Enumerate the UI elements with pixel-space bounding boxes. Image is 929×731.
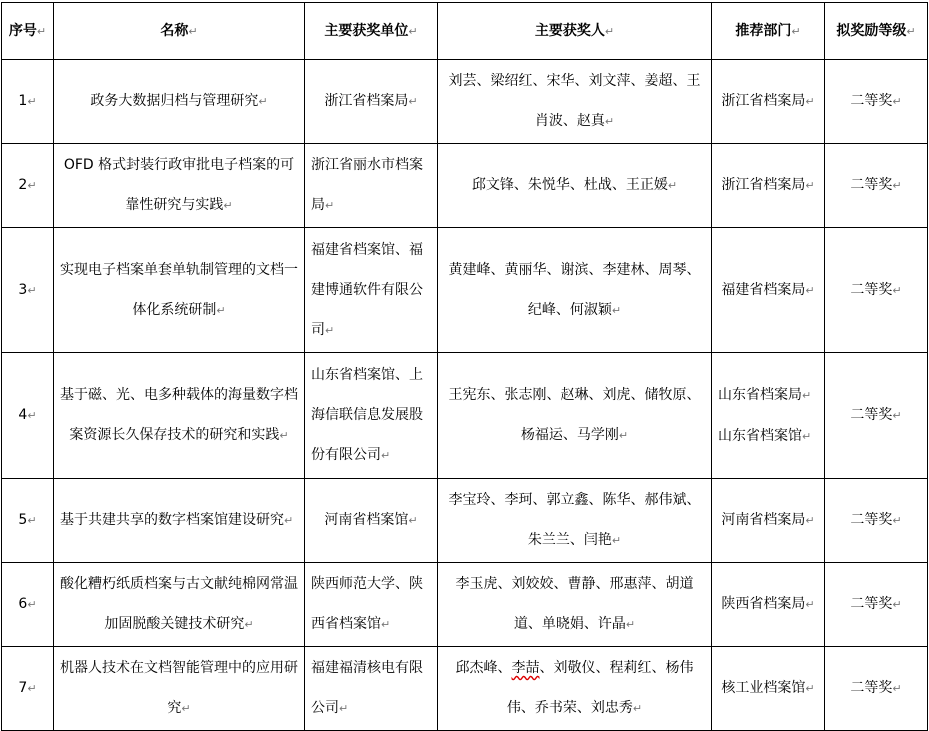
cell-name: 机器人技术在文档智能管理中的应用研究↵	[54, 647, 305, 731]
cell-level: 二等奖↵	[825, 353, 928, 479]
dept-line: 山东省档案局↵	[718, 386, 812, 403]
dept-line: 山东省档案馆↵	[718, 427, 812, 444]
cell-dept: 核工业档案馆↵	[712, 647, 825, 731]
cell-unit: 浙江省档案局↵	[305, 60, 438, 144]
header-people: 主要获奖人↵	[438, 3, 712, 60]
header-dept: 推荐部门↵	[712, 3, 825, 60]
cell-no: 1↵	[2, 60, 54, 144]
cell-unit: 福建福清核电有限公司↵	[305, 647, 438, 731]
table-row	[2, 479, 928, 563]
cell-name: 基于磁、光、电多种载体的海量数字档案资源长久保存技术的研究和实践↵	[54, 353, 305, 479]
cell-people: 邱杰峰、李喆、刘敬仪、程莉红、杨伟伟、乔书荣、刘忠秀↵	[438, 647, 712, 731]
cell-no: 5↵	[2, 479, 54, 563]
cell-name: 基于共建共享的数字档案馆建设研究↵	[54, 479, 305, 563]
cell-level: 二等奖↵	[825, 479, 928, 563]
table-row	[2, 647, 928, 731]
cell-name: 实现电子档案单套单轨制管理的文档一体化系统研制↵	[54, 228, 305, 353]
cell-dept: 浙江省档案局↵	[712, 144, 825, 228]
cell-name: OFD 格式封装行政审批电子档案的可靠性研究与实践↵	[54, 144, 305, 228]
cell-unit: 浙江省丽水市档案局↵	[305, 144, 438, 228]
cell-dept: 河南省档案局↵	[712, 479, 825, 563]
cell-level: 二等奖↵	[825, 144, 928, 228]
cell-unit: 河南省档案馆↵	[305, 479, 438, 563]
header-no: 序号↵	[2, 3, 54, 60]
table-row	[2, 144, 928, 228]
cell-unit: 山东省档案馆、上海信联信息发展股份有限公司↵	[305, 353, 438, 479]
table-row	[2, 563, 928, 647]
cell-people: 黄建峰、黄丽华、谢滨、李建林、周琴、纪峰、何淑颖↵	[438, 228, 712, 353]
table-row	[2, 353, 928, 479]
header-level: 拟奖励等级↵	[825, 3, 928, 60]
cell-people: 刘芸、梁绍红、宋华、刘文萍、姜超、王肖波、赵真↵	[438, 60, 712, 144]
header-row	[2, 3, 928, 60]
cell-level: 二等奖↵	[825, 647, 928, 731]
header-unit: 主要获奖单位↵	[305, 3, 438, 60]
cell-no: 6↵	[2, 563, 54, 647]
cell-dept: 浙江省档案局↵	[712, 60, 825, 144]
cell-name: 酸化糟朽纸质档案与古文献纯棉网常温加固脱酸关键技术研究↵	[54, 563, 305, 647]
cell-dept: 福建省档案局↵	[712, 228, 825, 353]
cell-name: 政务大数据归档与管理研究↵	[54, 60, 305, 144]
table-row	[2, 60, 928, 144]
cell-level: 二等奖↵	[825, 228, 928, 353]
cell-dept	[712, 353, 825, 479]
table-row	[2, 228, 928, 353]
cell-dept: 陕西省档案局↵	[712, 563, 825, 647]
cell-people: 邱文锋、朱悦华、杜战、王正媛↵	[438, 144, 712, 228]
spellcheck-word: 李喆	[511, 660, 540, 676]
cell-level: 二等奖↵	[825, 60, 928, 144]
cell-no: 7↵	[2, 647, 54, 731]
header-name: 名称↵	[54, 3, 305, 60]
cell-unit: 陕西师范大学、陕西省档案馆↵	[305, 563, 438, 647]
cell-people: 王宪东、张志刚、赵琳、刘虎、储牧原、杨福运、马学刚↵	[438, 353, 712, 479]
cell-unit: 福建省档案馆、福建博通软件有限公司↵	[305, 228, 438, 353]
awards-table	[1, 2, 928, 731]
cell-no: 2↵	[2, 144, 54, 228]
cell-level: 二等奖↵	[825, 563, 928, 647]
cell-people: 李玉虎、刘姣姣、曹静、邢惠萍、胡道道、单晓娟、许晶↵	[438, 563, 712, 647]
cell-no: 3↵	[2, 228, 54, 353]
cell-people: 李宝玲、李珂、郭立鑫、陈华、郝伟斌、朱兰兰、闫艳↵	[438, 479, 712, 563]
cell-no: 4↵	[2, 353, 54, 479]
